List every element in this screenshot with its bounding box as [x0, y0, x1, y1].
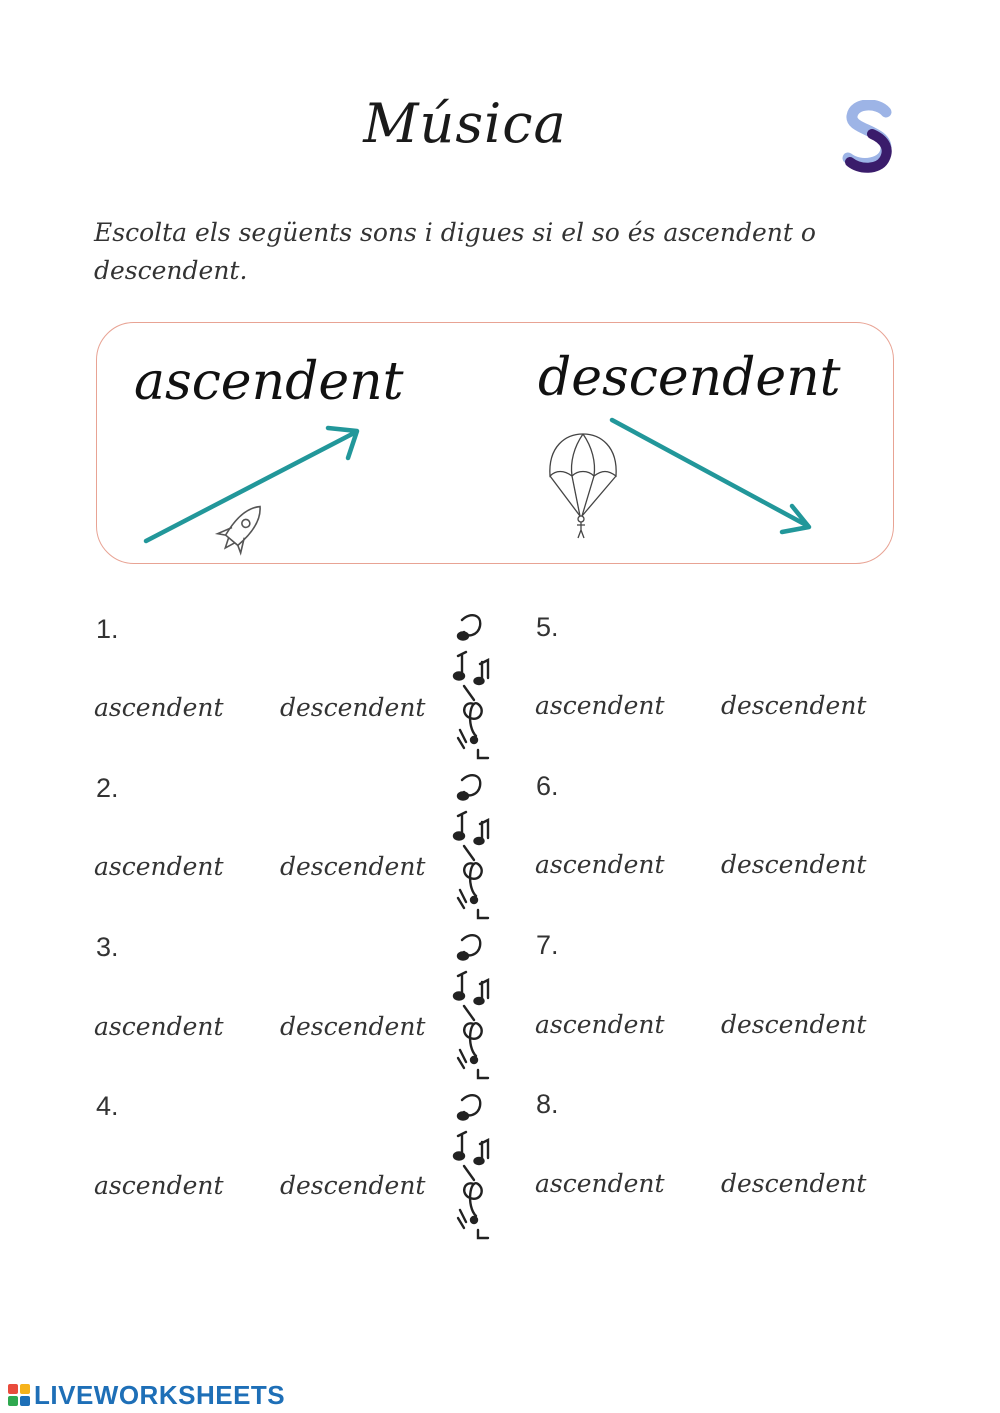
- question-5-option-ascendent[interactable]: ascendent: [535, 691, 665, 720]
- question-1-option-descendent[interactable]: descendent: [280, 693, 426, 722]
- descending-arrow-icon: [612, 420, 809, 532]
- question-3-number: 3.: [96, 932, 119, 962]
- instruction-text: Escolta els següents sons i digues si el so és ascendent o descendent.: [94, 218, 816, 285]
- question-6-option-ascendent[interactable]: ascendent: [535, 850, 665, 879]
- page-title: Música: [363, 92, 567, 155]
- s-logo-icon: [842, 100, 898, 174]
- question-8-number: 8.: [536, 1089, 559, 1119]
- parachute-icon: [550, 434, 616, 538]
- question-8-option-descendent[interactable]: descendent: [721, 1169, 867, 1198]
- example-illustrations: [96, 322, 894, 564]
- question-3-option-descendent[interactable]: descendent: [280, 1012, 426, 1041]
- question-6-number: 6.: [536, 771, 559, 801]
- liveworksheets-icon: [8, 1384, 30, 1406]
- example-descendent-label: descendent: [538, 348, 841, 408]
- rocket-icon: [214, 497, 272, 558]
- question-1-number: 1.: [96, 614, 119, 644]
- question-2-option-descendent[interactable]: descendent: [280, 852, 426, 881]
- question-6-option-descendent[interactable]: descendent: [721, 850, 867, 879]
- question-1-option-ascendent[interactable]: ascendent: [94, 693, 224, 722]
- question-5-option-descendent[interactable]: descendent: [721, 691, 867, 720]
- question-5-number: 5.: [536, 612, 559, 642]
- question-8-option-ascendent[interactable]: ascendent: [535, 1169, 665, 1198]
- question-7-number: 7.: [536, 930, 559, 960]
- liveworksheets-brand: LIVEWORKSHEETS: [34, 1379, 286, 1410]
- question-7-option-descendent[interactable]: descendent: [721, 1010, 867, 1039]
- example-ascendent-label: ascendent: [134, 352, 404, 412]
- question-4-option-ascendent[interactable]: ascendent: [94, 1171, 224, 1200]
- music-notes-icon: [448, 608, 508, 1248]
- ascending-arrow-icon: [146, 428, 357, 541]
- question-4-number: 4.: [96, 1091, 119, 1121]
- liveworksheets-logo: [8, 1380, 285, 1410]
- question-4-option-descendent[interactable]: descendent: [280, 1171, 426, 1200]
- question-7-option-ascendent[interactable]: ascendent: [535, 1010, 665, 1039]
- question-3-option-ascendent[interactable]: ascendent: [94, 1012, 224, 1041]
- question-2-number: 2.: [96, 773, 119, 803]
- question-2-option-ascendent[interactable]: ascendent: [94, 852, 224, 881]
